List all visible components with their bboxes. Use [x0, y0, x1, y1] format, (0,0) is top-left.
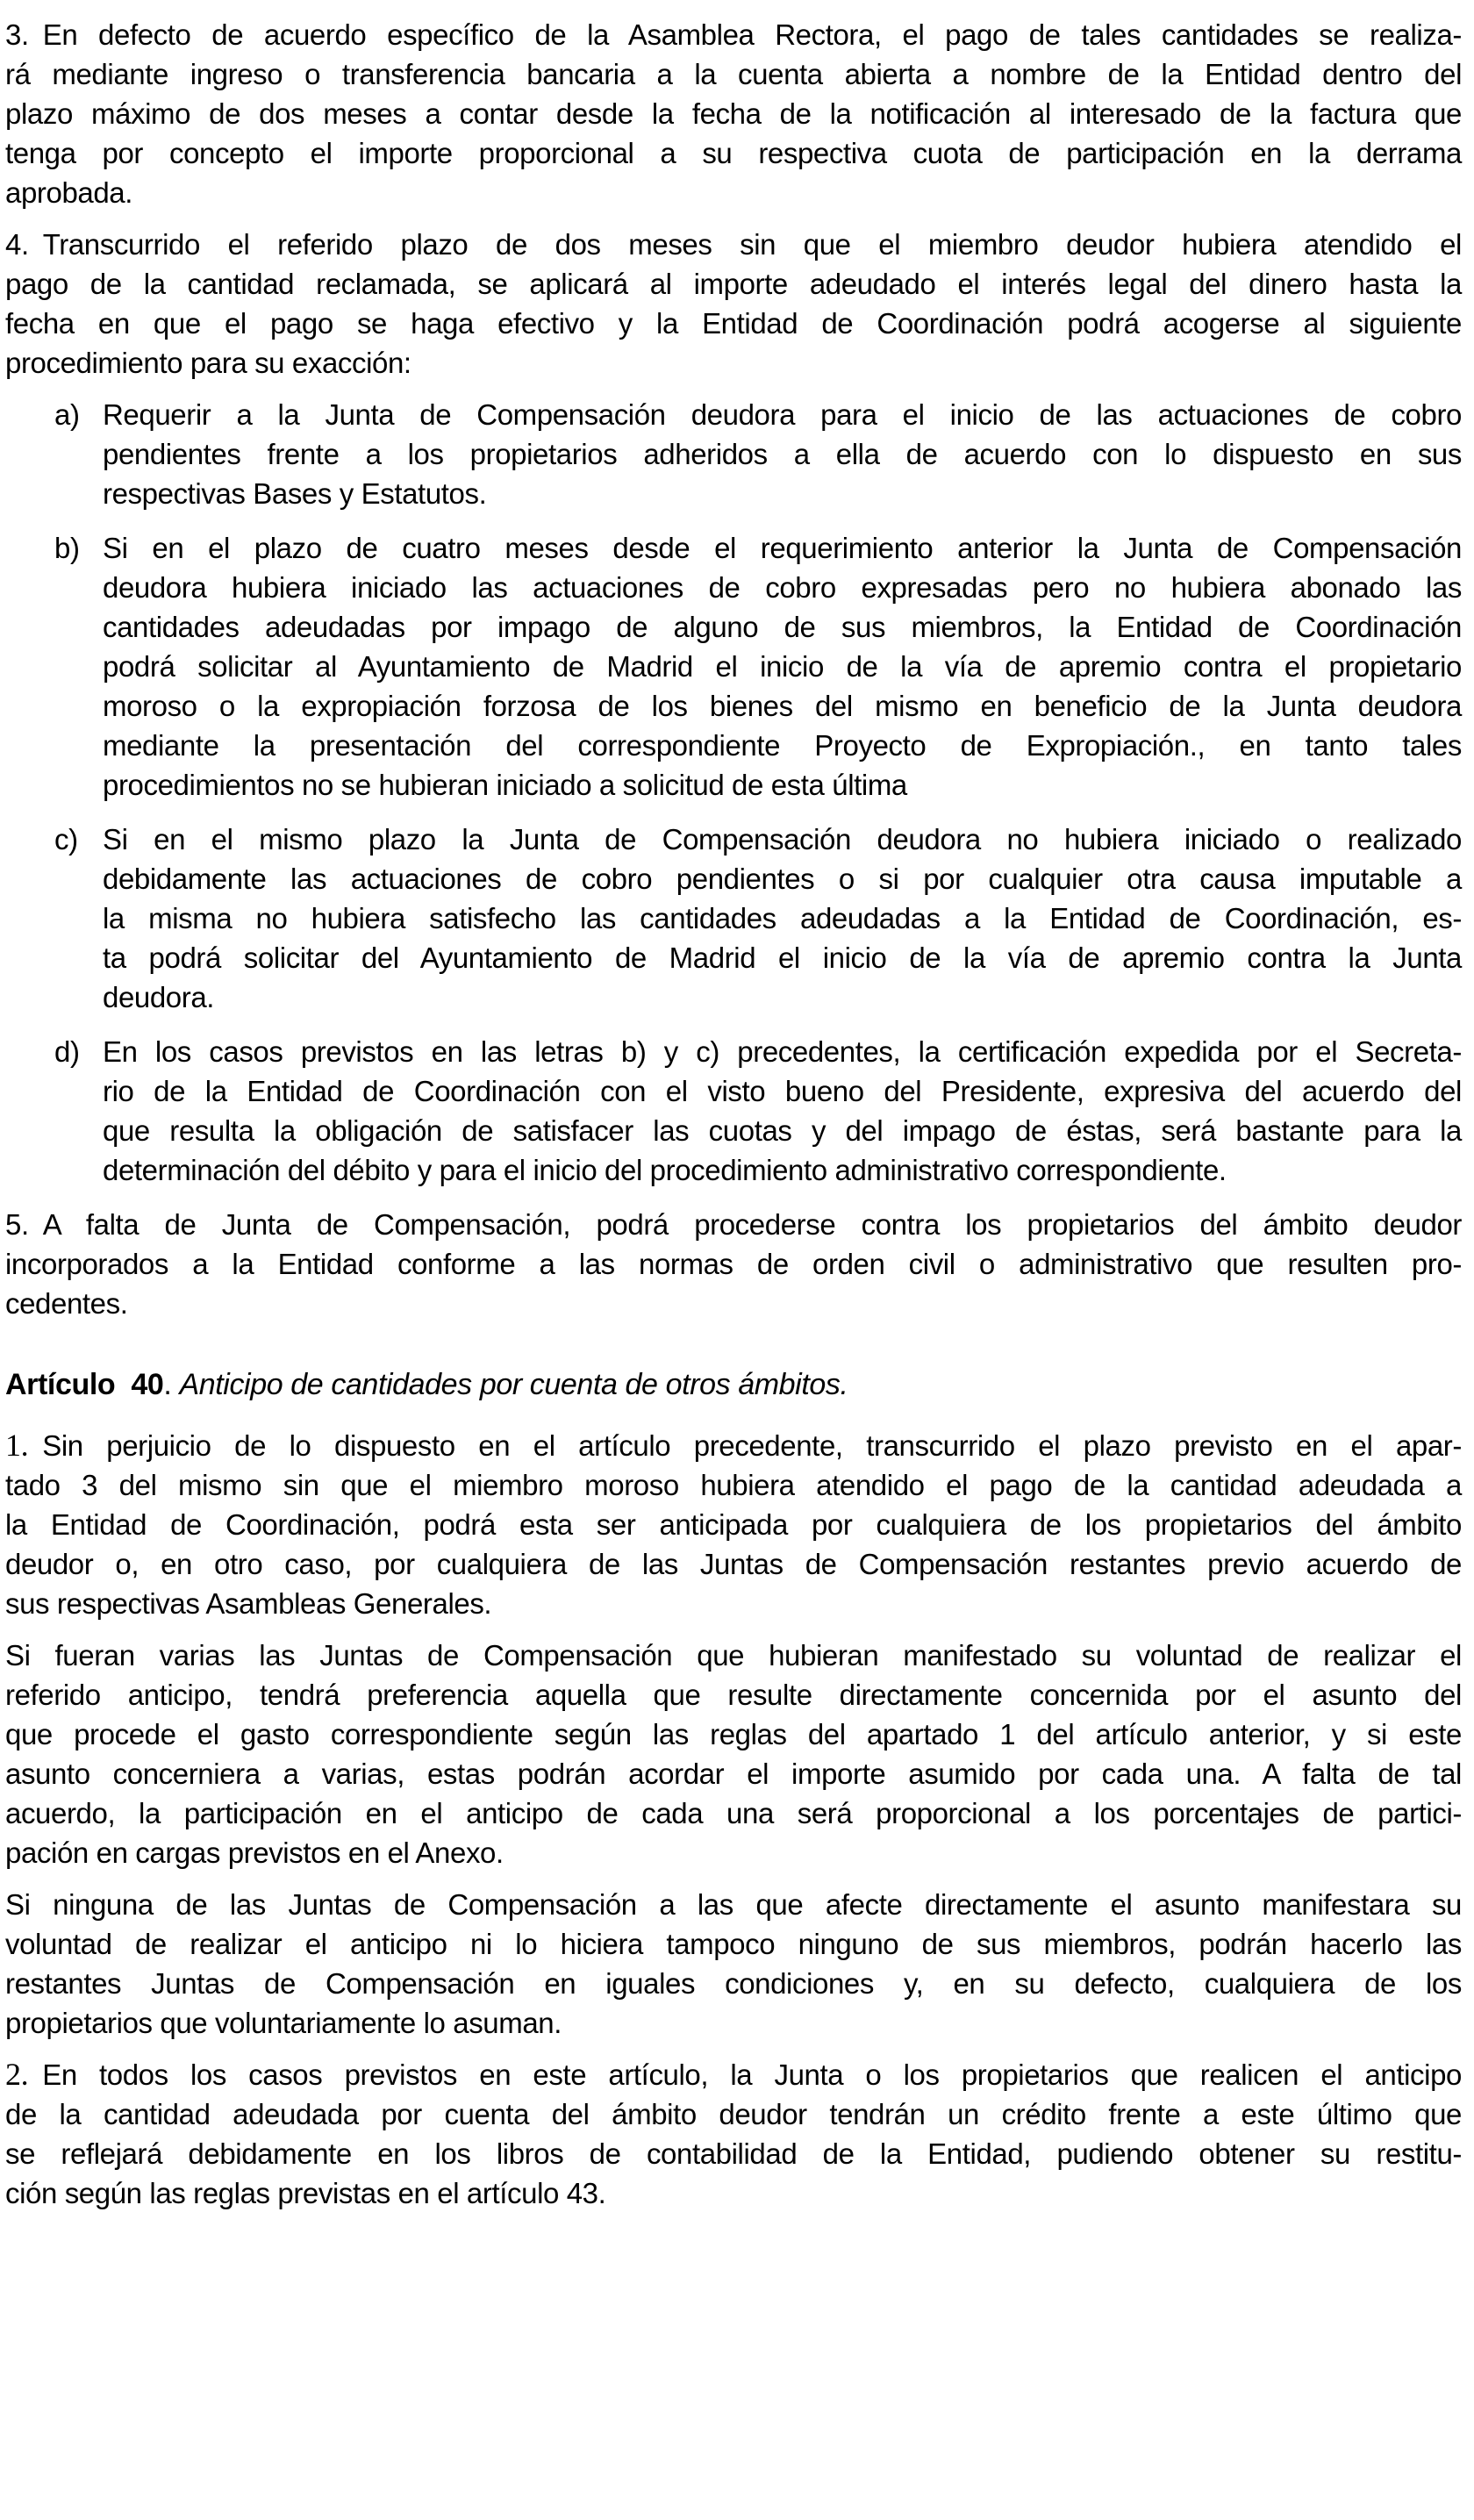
text-line-content: la Entidad de Coordinación, podrá esta ser anticipada por cualquiera de los propietarios del ámbito — [5, 1508, 1462, 1541]
text-line-content: Si en el mismo plazo la Junta de Compensación deudora no hubiera iniciado o realizado — [103, 823, 1462, 856]
text-line — [5, 2134, 1462, 2173]
paragraph — [5, 1426, 1462, 1623]
paragraph-number: 3. — [5, 18, 29, 51]
text-line — [103, 726, 1462, 765]
text-line — [5, 1793, 1462, 1833]
paragraph-number: 2. — [5, 2057, 29, 2092]
text-line — [103, 686, 1462, 726]
text-line-content: que resulta la obligación de satisfacer las cuotas y del impago de éstas, será bastante para la — [103, 1114, 1462, 1147]
text-line — [103, 859, 1462, 898]
text-line — [5, 2003, 1462, 2043]
text-line-content: procedimientos no se hubieran iniciado a solicitud de esta última — [103, 769, 907, 801]
text-line-content: deudora hubiera iniciado las actuaciones de cobro expresadas pero no hubiera abonado las — [103, 571, 1462, 604]
text-line — [5, 1544, 1462, 1584]
text-line — [5, 304, 1462, 343]
text-line-content: Requerir a la Junta de Compensación deudora para el inicio de las actuaciones de cobro — [103, 398, 1462, 431]
text-line-content: de la cantidad adeudada por cuenta del ámbito deudor tendrán un crédito frente a este último que — [5, 2098, 1462, 2130]
text-line — [103, 434, 1462, 474]
text-line — [5, 1426, 1462, 1465]
text-line-content: pago de la cantidad reclamada, se aplicará al importe adeudado el interés legal del dinero hasta la — [5, 268, 1462, 300]
paragraph — [5, 2055, 1462, 2213]
text-line-content: referido anticipo, tendrá preferencia aquella que resulte directamente concernida por el asunto del — [5, 1679, 1462, 1711]
text-line — [103, 765, 1462, 805]
list-item — [5, 395, 1462, 513]
text-line — [5, 1833, 1462, 1872]
paragraph — [5, 225, 1462, 383]
article-heading-separator: . — [163, 1368, 180, 1401]
text-line-content: moroso o la expropiación forzosa de los bienes del mismo en beneficio de la Junta deudora — [103, 690, 1462, 722]
text-line-content: propietarios que voluntariamente lo asuman. — [5, 2007, 562, 2039]
text-line-content: Si en el plazo de cuatro meses desde el requerimiento anterior la Junta de Compensación — [103, 532, 1462, 564]
text-line — [5, 2173, 1462, 2213]
list-item-label: c) — [54, 823, 78, 856]
text-line-content: deudora. — [103, 981, 215, 1013]
text-line-content: asunto concerniera a varias, estas podrán acordar el importe asumido por cada una. A falta de tal — [5, 1758, 1462, 1790]
text-line-content: determinación del débito y para el inicio del procedimiento administrativo correspondiente. — [103, 1154, 1227, 1186]
text-line-content: ción según las reglas previstas en el artículo 43. — [5, 2177, 606, 2209]
text-line-content: plazo máximo de dos meses a contar desde la fecha de la notificación al interesado de la factura que — [5, 97, 1462, 130]
paragraph — [5, 1885, 1462, 2043]
article-heading-title: Anticipo de cantidades por cuenta de otros ámbitos. — [179, 1368, 848, 1401]
article-heading-label: Artículo 40 — [5, 1368, 164, 1401]
text-line — [5, 1924, 1462, 1964]
text-line-content: pación en cargas previstos en el Anexo. — [5, 1836, 504, 1869]
text-line-content: pendientes frente a los propietarios adheridos a ella de acuerdo con lo dispuesto en sus — [103, 438, 1462, 470]
text-line-content: aprobada. — [5, 176, 133, 209]
text-line — [5, 343, 1462, 383]
text-line — [5, 1636, 1462, 1675]
text-line — [5, 264, 1462, 304]
text-line — [5, 1244, 1462, 1284]
text-line — [5, 1205, 1462, 1244]
text-line — [103, 898, 1462, 938]
text-line — [5, 1885, 1462, 1924]
text-line-content: Transcurrido el referido plazo de dos meses sin que el miembro deudor hubiera atendido el — [42, 228, 1462, 261]
text-line-content: En todos los casos previstos en este artículo, la Junta o los propietarios que realicen el anticipo — [42, 2058, 1462, 2091]
text-line-content: que procede el gasto correspondiente según las reglas del apartado 1 del artículo anterior, y si este — [5, 1718, 1462, 1750]
paragraph-number: 5. — [5, 1208, 29, 1241]
text-line — [5, 1465, 1462, 1505]
text-line-content: fecha en que el pago se haga efectivo y la Entidad de Coordinación podrá acogerse al siguiente — [5, 307, 1462, 340]
text-line-content: debidamente las actuaciones de cobro pendientes o si por cualquier otra causa imputable a — [103, 863, 1462, 895]
text-line-content: tado 3 del mismo sin que el miembro moroso hubiera atendido el pago de la cantidad adeudada a — [5, 1469, 1462, 1501]
list-item — [5, 528, 1462, 805]
text-line — [5, 225, 1462, 264]
text-line-content: mediante la presentación del correspondiente Proyecto de Expropiación., en tanto tales — [103, 729, 1462, 762]
text-line-content: Sin perjuicio de lo dispuesto en el artículo precedente, transcurrido el plazo previsto en el apar- — [42, 1429, 1462, 1462]
text-line — [5, 133, 1462, 173]
text-line-content: incorporados a la Entidad conforme a las normas de orden civil o administrativo que resulten pro- — [5, 1248, 1462, 1280]
text-line — [5, 54, 1462, 94]
text-line — [103, 607, 1462, 647]
text-line-content: rio de la Entidad de Coordinación con el visto bueno del Presidente, expresiva del acuerdo del — [103, 1075, 1462, 1107]
text-line — [103, 647, 1462, 686]
list-item — [5, 820, 1462, 1017]
text-line — [5, 1754, 1462, 1793]
text-line — [103, 1071, 1462, 1111]
text-line — [103, 568, 1462, 607]
text-line — [5, 1964, 1462, 2003]
article-heading — [5, 1365, 1462, 1405]
text-line-content: respectivas Bases y Estatutos. — [103, 477, 487, 510]
text-line — [5, 1675, 1462, 1715]
text-line-content: cedentes. — [5, 1287, 128, 1320]
text-line — [5, 1584, 1462, 1623]
text-line-content: cantidades adeudadas por impago de alguno de sus miembros, la Entidad de Coordinación — [103, 611, 1462, 643]
text-line — [103, 1032, 1462, 1071]
text-line-content: la misma no hubiera satisfecho las cantidades adeudadas a la Entidad de Coordinación, es- — [103, 902, 1462, 934]
list-item — [5, 1032, 1462, 1190]
text-line — [5, 173, 1462, 212]
text-line-content: restantes Juntas de Compensación en iguales condiciones y, en su defecto, cualquiera de los — [5, 1967, 1462, 2000]
list-item-label: a) — [54, 398, 80, 431]
text-line-content: procedimiento para su exacción: — [5, 347, 411, 379]
text-line — [103, 474, 1462, 513]
text-line-content: En defecto de acuerdo específico de la Asamblea Rectora, el pago de tales cantidades se realiza- — [42, 18, 1462, 51]
text-line — [103, 938, 1462, 977]
text-line — [103, 820, 1462, 859]
list-item-label: b) — [54, 532, 80, 564]
list-item-label: d) — [54, 1035, 80, 1068]
paragraph — [5, 1205, 1462, 1323]
text-line-content: tenga por concepto el importe proporcional a su respectiva cuota de participación en la derrama — [5, 137, 1462, 169]
text-line — [103, 395, 1462, 434]
text-line-content: ta podrá solicitar del Ayuntamiento de Madrid el inicio de la vía de apremio contra la Junta — [103, 941, 1462, 974]
paragraph-number: 4. — [5, 228, 29, 261]
text-line-content: deudor o, en otro caso, por cualquiera de las Juntas de Compensación restantes previo acuerdo de — [5, 1548, 1462, 1580]
text-line-content: podrá solicitar al Ayuntamiento de Madrid el inicio de la vía de apremio contra el propietario — [103, 650, 1462, 683]
text-line — [5, 1715, 1462, 1754]
text-line-content: sus respectivas Asambleas Generales. — [5, 1587, 492, 1620]
text-line — [5, 2055, 1462, 2094]
text-line-content: En los casos previstos en las letras b) y c) precedentes, la certificación expedida por el Secreta- — [103, 1035, 1462, 1068]
text-line — [5, 1505, 1462, 1544]
text-line-content: acuerdo, la participación en el anticipo de cada una será proporcional a los porcentajes de partici- — [5, 1797, 1462, 1829]
text-line-content: rá mediante ingreso o transferencia bancaria a la cuenta abierta a nombre de la Entidad dentro del — [5, 58, 1462, 90]
text-line-content: Si ninguna de las Juntas de Compensación a las que afecte directamente el asunto manifestara su — [5, 1888, 1462, 1921]
text-line — [5, 94, 1462, 133]
text-line-content: Si fueran varias las Juntas de Compensación que hubieran manifestado su voluntad de realizar el — [5, 1639, 1462, 1672]
paragraph-number: 1. — [5, 1428, 29, 1463]
text-line-content: A falta de Junta de Compensación, podrá procederse contra los propietarios del ámbito deudor — [42, 1208, 1462, 1241]
text-line-content: se reflejará debidamente en los libros de contabilidad de la Entidad, pudiendo obtener su restitu- — [5, 2137, 1462, 2170]
text-line — [5, 2094, 1462, 2134]
text-line-content: voluntad de realizar el anticipo ni lo hiciera tampoco ninguno de sus miembros, podrán hacerlo las — [5, 1928, 1462, 1960]
paragraph — [5, 15, 1462, 212]
text-line — [5, 15, 1462, 54]
text-line — [103, 977, 1462, 1017]
text-line — [5, 1284, 1462, 1323]
paragraph — [5, 1636, 1462, 1872]
text-line — [103, 528, 1462, 568]
text-line — [103, 1111, 1462, 1150]
text-line — [103, 1150, 1462, 1190]
